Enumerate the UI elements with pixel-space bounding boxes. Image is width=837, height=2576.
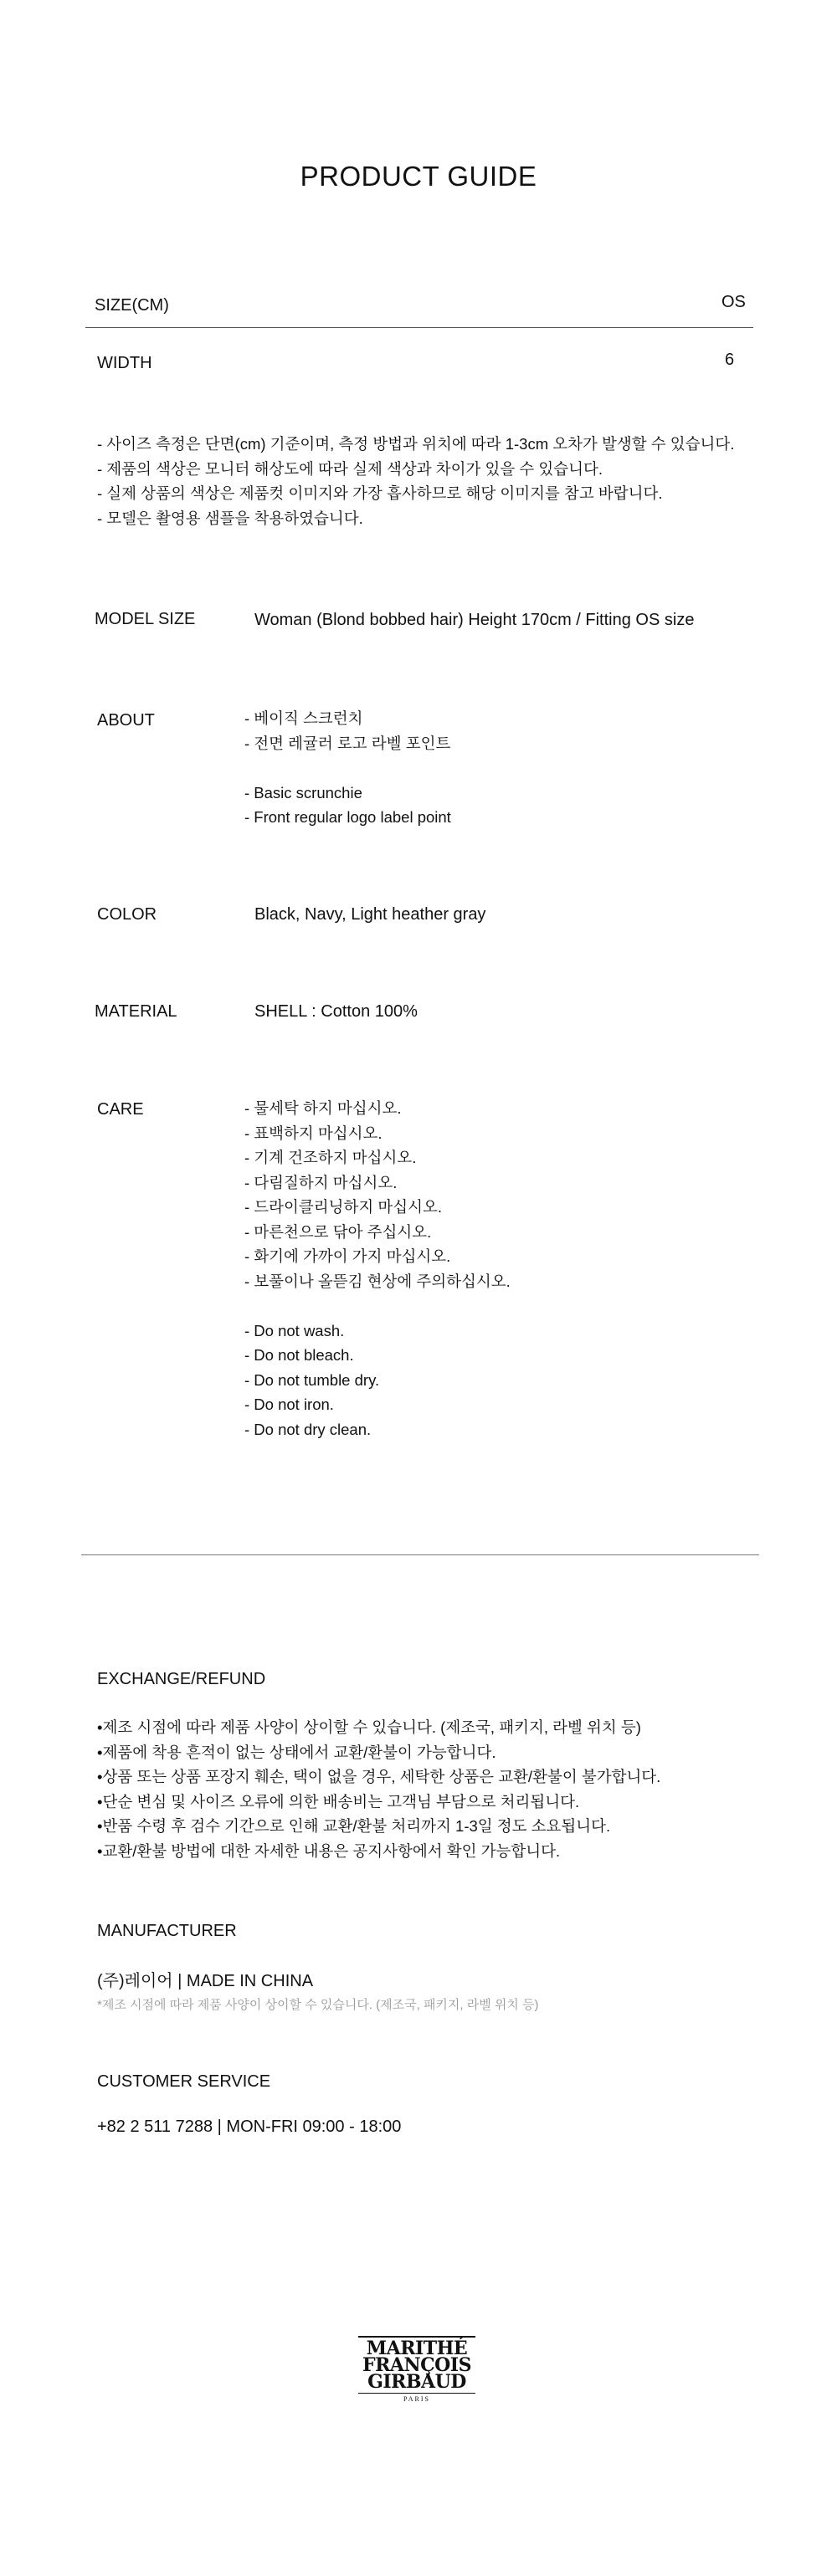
care-line: - 드라이클리닝하지 마십시오.	[244, 1198, 443, 1216]
material-label: MATERIAL	[95, 1002, 177, 1021]
customer-service-title: CUSTOMER SERVICE	[97, 2072, 271, 2091]
exchange-line: •반품 수령 후 검수 기간으로 인해 교환/환불 처리까지 1-3일 정도 소요됩니다.	[97, 1817, 611, 1835]
exchange-lines	[97, 1715, 660, 1863]
care-line: - Do not iron.	[244, 1396, 334, 1413]
care-line: - 화기에 가까이 가지 마십시오.	[244, 1247, 451, 1265]
exchange-line: •단순 변심 및 사이즈 오류에 의한 배송비는 고객님 부담으로 처리됩니다.	[97, 1792, 580, 1810]
page-title: PRODUCT GUIDE	[300, 161, 537, 192]
manufacturer-value: (주)레이어 | MADE IN CHINA	[97, 1972, 314, 1990]
about-line: - Basic scrunchie	[244, 783, 362, 801]
exchange-line: •상품 또는 상품 포장지 훼손, 택이 없을 경우, 세탁한 상품은 교환/환불이 불가합니다.	[97, 1768, 661, 1785]
care-line: - Do not dry clean.	[244, 1420, 372, 1438]
care-line: - 기계 건조하지 마십시오.	[244, 1149, 417, 1166]
logo-bottom-rule	[358, 2393, 475, 2394]
about-line-gap	[244, 755, 451, 781]
about-line: - 전면 레귤러 로고 라벨 포인트	[244, 734, 451, 752]
size-header-value: OS	[721, 293, 746, 311]
manufacturer-note: *제조 시점에 따라 제품 사양이 상이할 수 있습니다. (제조국, 패키지, 라벨 위치 등)	[97, 1998, 539, 2012]
material-value: SHELL : Cotton 100%	[254, 1002, 418, 1021]
model-size-label: MODEL SIZE	[95, 610, 196, 628]
size-table-divider	[85, 327, 753, 328]
care-line: - 다림질하지 마십시오.	[244, 1173, 398, 1191]
about-label: ABOUT	[97, 711, 155, 730]
about-lines	[244, 706, 451, 830]
care-line-gap	[244, 1293, 511, 1319]
logo-word: GIRBAUD	[367, 2370, 466, 2393]
care-line: - Do not tumble dry.	[244, 1370, 380, 1389]
care-line: - 보풀이나 올뜯김 현상에 주의하십시오.	[244, 1272, 511, 1290]
width-label: WIDTH	[97, 354, 152, 372]
care-line: - 마른천으로 닦아 주십시오.	[244, 1222, 432, 1241]
about-line: - Front regular logo label point	[244, 808, 451, 826]
model-size-value: Woman (Blond bobbed hair) Height 170cm / Fitting OS size	[254, 611, 695, 629]
color-value: Black, Navy, Light heather gray	[254, 905, 486, 924]
care-line: - Do not wash.	[244, 1321, 345, 1339]
care-label: CARE	[97, 1100, 144, 1119]
exchange-line: •교환/환불 방법에 대한 자세한 내용은 공지사항에서 확인 가능합니다.	[97, 1841, 561, 1860]
manufacturer-title: MANUFACTURER	[97, 1922, 237, 1940]
size-note: - 모델은 촬영용 샘플을 착용하였습니다.	[97, 509, 363, 527]
logo-sub: PARIS	[403, 2395, 430, 2403]
size-note: - 실제 상품의 색상은 제품컷 이미지와 가장 흡사하므로 해당 이미지를 참고 바랍니다.	[97, 484, 663, 502]
size-note: - 제품의 색상은 모니터 해상도에 따라 실제 색상과 차이가 있을 수 있습니다.	[97, 459, 603, 478]
about-line: - 베이직 스크런치	[244, 709, 363, 727]
exchange-title: EXCHANGE/REFUND	[97, 1670, 266, 1688]
logo-word: FRANÇOIS	[362, 2353, 471, 2376]
width-value: 6	[725, 351, 735, 369]
color-label: COLOR	[97, 905, 157, 924]
care-lines	[244, 1096, 511, 1442]
exchange-line: •제품에 착용 흔적이 없는 상태에서 교환/환불이 가능합니다.	[97, 1743, 496, 1761]
care-line: - 표백하지 마십시오.	[244, 1124, 383, 1142]
size-header-label: SIZE(CM)	[95, 296, 169, 315]
brand-logo	[355, 2336, 479, 2415]
size-note: - 사이즈 측정은 단면(cm) 기준이며, 측정 방법과 위치에 따라 1-3cm 오차가 발생할 수 있습니다.	[97, 435, 735, 453]
section-divider	[81, 1554, 759, 1555]
care-line: - 물세탁 하지 마십시오.	[244, 1099, 402, 1117]
size-notes	[97, 432, 734, 530]
exchange-line: •제조 시점에 따라 제품 사양이 상이할 수 있습니다. (제조국, 패키지, 라벨 위치 등)	[97, 1718, 641, 1736]
logo-word: MARITHÉ	[366, 2337, 468, 2359]
customer-service-value: +82 2 511 7288 | MON-FRI 09:00 - 18:00	[97, 2118, 402, 2136]
care-line: - Do not bleach.	[244, 1346, 354, 1364]
